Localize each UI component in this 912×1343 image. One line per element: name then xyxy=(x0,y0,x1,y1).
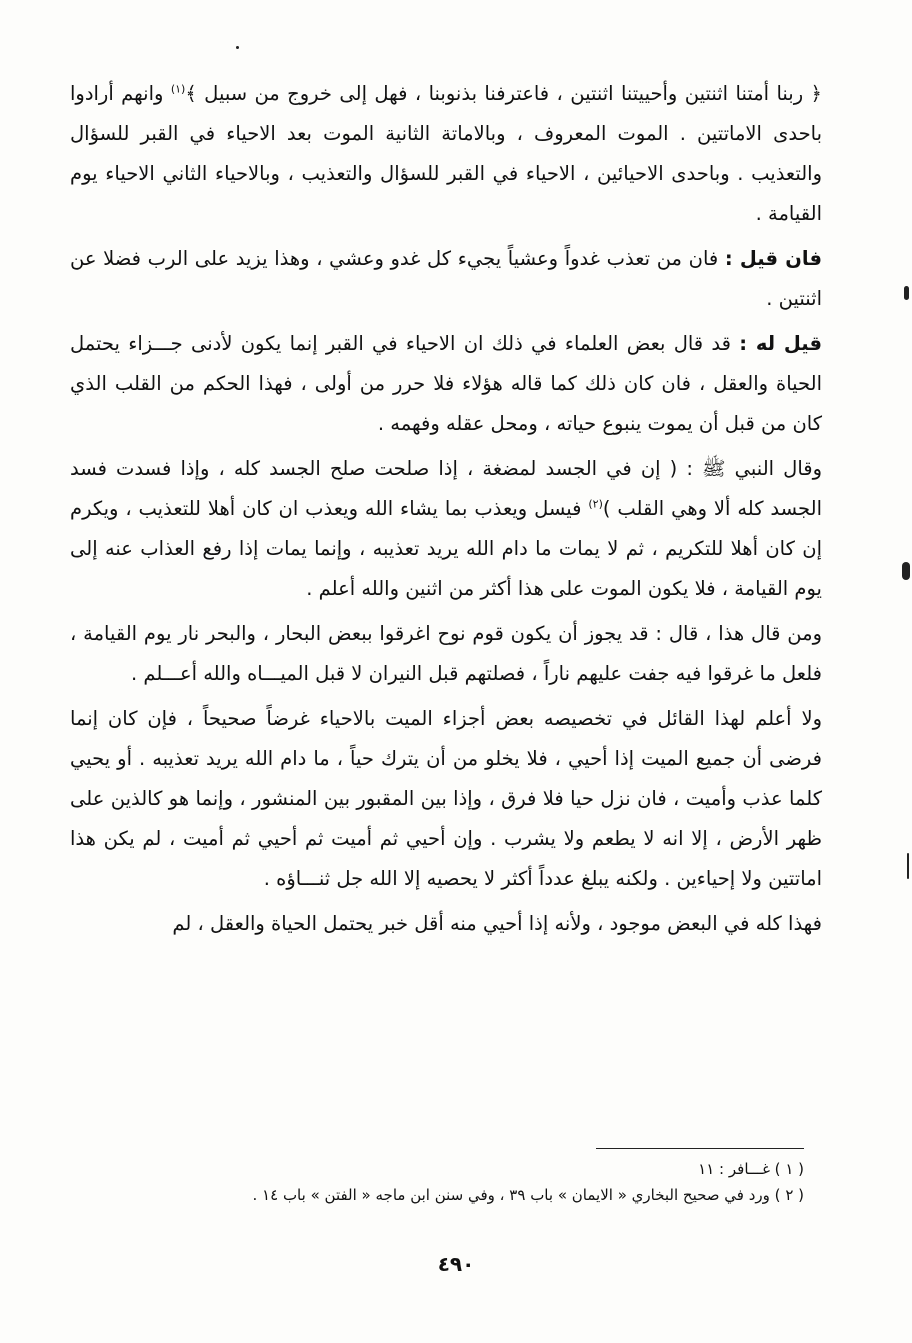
paragraph-continuation: وانهم أرادوا باحدى الاماتتين . الموت المعروف ، وبالاماتة الثانية الموت بعد الاحياء في القبر للسؤال والتعذيب . وباحدى الاحيائين ، الاحياء في القبر للسؤال والتعذيب ، وبالاحياء الثاني الاحياء يوم القيامة . xyxy=(70,82,822,225)
scan-edge-mark xyxy=(904,286,909,300)
paragraph-quran-verse xyxy=(70,74,822,234)
scan-edge-mark xyxy=(902,562,910,580)
footnote-item: ( ١ ) غـــافر : ١١ xyxy=(698,1160,804,1178)
paragraph-text: ومن قال هذا ، قال : قد يجوز أن يكون قوم نوح اغرقوا ببعض البحار ، والبحر نار يوم القيامة ، فلعل ما غرقوا فيه جفت عليهم ناراً ، فصلتهم قبل النيران لا قبل الميـــاه والله أعـــلم . xyxy=(70,622,822,685)
paragraph-text: ﴿ ربنا أمتنا اثنتين وأحييتنا اثنتين ، فاعترفنا بذنوبنا ، فهل إلى خروج من سبيل ﴾ xyxy=(185,82,822,105)
paragraph-noah xyxy=(70,614,822,694)
footnote-item: ( ٢ ) ورد في صحيح البخاري « الايمان » باب ٣٩ ، وفي سنن ابن ماجه « الفتن » باب ١٤ . xyxy=(252,1186,804,1204)
footnote-marker: (١) xyxy=(170,82,186,96)
scan-speck xyxy=(236,46,239,49)
paragraph-lead: فان قيل : xyxy=(724,247,822,270)
paragraph-lead: قيل له : xyxy=(739,332,822,355)
body-text xyxy=(70,74,822,949)
page-number: ٤٩٠ xyxy=(437,1252,475,1276)
paragraph-hadith xyxy=(70,449,822,609)
paragraph-text: فهذا كله في البعض موجود ، ولأنه إذا أحيي منه أقل خبر يحتمل الحياة والعقل ، لم xyxy=(172,912,822,935)
paragraph-continuation: فيسل ويعذب بما يشاء الله ويعذب ان كان أهلا للتعذيب ، ويكرم إن كان أهلا للتكريم ، ثم لا يمات ما دام الله يريد تعذيبه ، وإنما يمات إذا رفع العذاب عنه إلى يوم القيامة ، فلا يكون الموت على هذا أكثر من اثنين والله أعلم . xyxy=(70,497,822,600)
paragraph-reply xyxy=(70,324,822,444)
paragraph-objection xyxy=(70,239,822,319)
footnotes xyxy=(90,1156,804,1208)
paragraph-text: فان من تعذب غدواً وعشياً يجيء كل غدو وعشي ، وهذا يزيد على الرب فضلا عن اثنتين . xyxy=(70,247,822,310)
scan-edge-mark xyxy=(907,853,909,879)
paragraph-closing xyxy=(70,904,822,944)
paragraph-text: ولا أعلم لهذا القائل في تخصيصه بعض أجزاء الميت بالاحياء غرضاً صحيحاً ، فإن كان إنما فرضى أن جميع الميت إذا أحيي ، فلا يخلو من أن يترك حياً ، ما دام الله يريد تعذيبه . أو يحيي كلما عذب وأميت ، فان نزل حيا فلا فرق ، وإذا بين المقبور بين المنشور ، وإنما هو كالذين على ظهر الأرض ، إلا انه لا يطعم ولا يشرب . وإن أحيي ثم أميت ثم أحيي ثم أميت ، لم يكن هذا اماتتين ولا إحياءين . ولكنه يبلغ عدداً أكثر لا يحصيه إلا الله جل ثنـــاؤه . xyxy=(70,707,822,890)
paragraph-text: وقال النبي ﷺ : ( إن في الجسد لمضغة ، إذا صلحت صلح الجسد كله ، وإذا فسدت فسد الجسد كله ألا وهي القلب ) xyxy=(70,457,822,520)
paragraph-critique xyxy=(70,699,822,899)
paragraph-text: قد قال بعض العلماء في ذلك ان الاحياء في القبر إنما يكون لأدنى جـــزاء يحتمل الحياة والعقل ، فان كان ذلك كما قاله هؤلاء فلا حرر من أولى ، فهذا الحكم من القلب الذي كان من قبل أن يموت ينبوع حياته ، ومحل عقله وفهمه . xyxy=(70,332,822,435)
footnote-marker: (٢) xyxy=(588,497,603,511)
footnote-separator xyxy=(596,1148,804,1149)
